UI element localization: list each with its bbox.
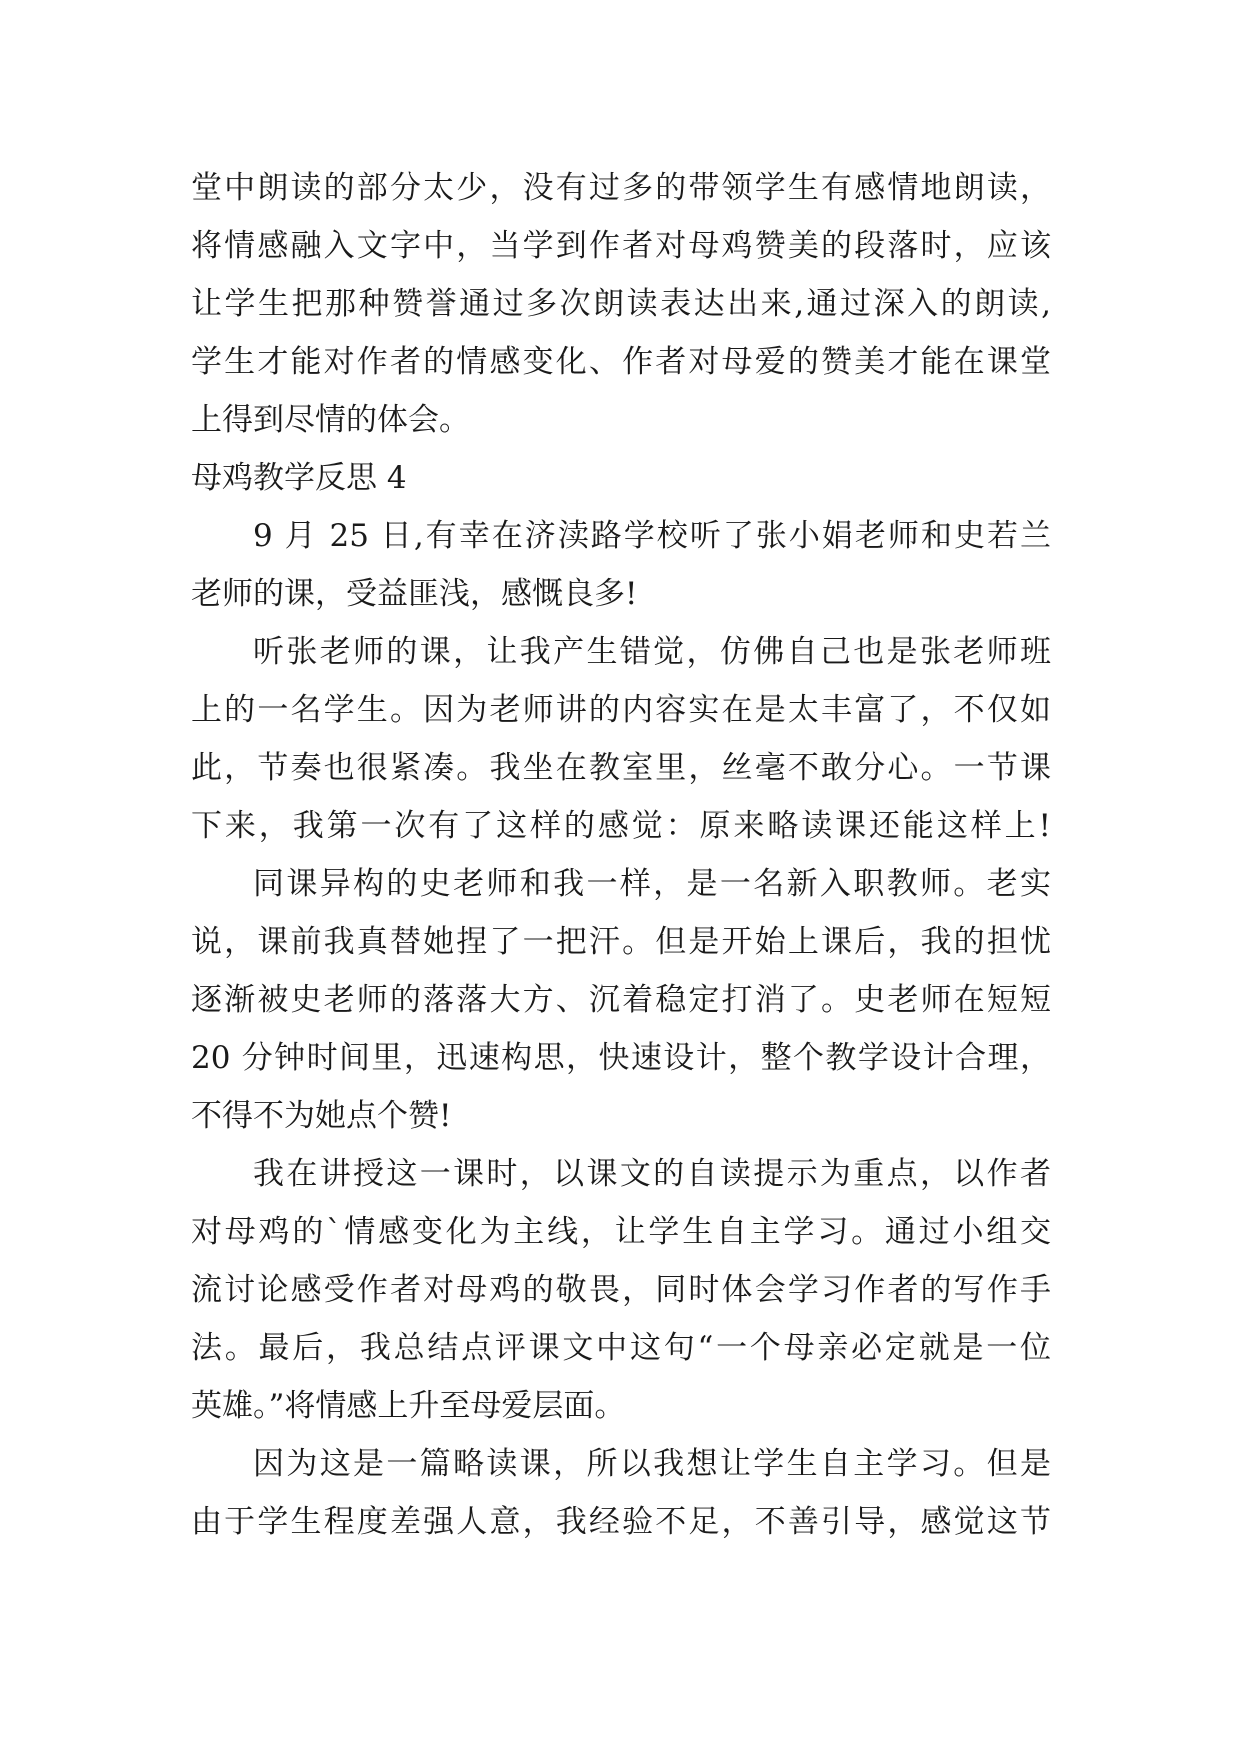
text-line: 将情感融入文字中，当学到作者对母鸡赞美的段落时，应该 [191, 228, 1051, 264]
text-line: 上得到尽情的体会。 [191, 402, 470, 438]
paragraph-first-line: 我在讲授这一课时，以课文的自读提示为重点，以作者 [253, 1156, 1051, 1192]
text-line: 让学生把那种赞誉通过多次朗读表达出来,通过深入的朗读, [191, 286, 1051, 322]
text-line: 老师的课，受益匪浅，感慨良多! [191, 576, 638, 612]
paragraph-first-line: 同课异构的史老师和我一样，是一名新入职教师。老实 [253, 866, 1051, 902]
text-line: 下来，我第一次有了这样的感觉：原来略读课还能这样上! [191, 808, 1051, 844]
text-line: 由于学生程度差强人意，我经验不足，不善引导，感觉这节 [191, 1504, 1051, 1540]
paragraph-first-line: 因为这是一篇略读课，所以我想让学生自主学习。但是 [253, 1446, 1051, 1482]
text-line: 英雄。”将情感上升至母爱层面。 [191, 1388, 626, 1424]
paragraph-first-line: 9 月 25 日,有幸在济渎路学校听了张小娟老师和史若兰 [253, 518, 1051, 554]
document-body [191, 159, 1051, 1551]
text-line: 法。最后，我总结点评课文中这句“一个母亲必定就是一位 [191, 1330, 1051, 1366]
paragraph-first-line: 听张老师的课，让我产生错觉，仿佛自己也是张老师班 [253, 634, 1051, 670]
text-line: 堂中朗读的部分太少，没有过多的带领学生有感情地朗读， [191, 170, 1051, 206]
text-line: 此，节奏也很紧凑。我坐在教室里，丝毫不敢分心。一节课 [191, 750, 1051, 786]
text-line: 学生才能对作者的情感变化、作者对母爱的赞美才能在课堂 [191, 344, 1051, 380]
text-line: 流讨论感受作者对母鸡的敬畏，同时体会学习作者的写作手 [191, 1272, 1051, 1308]
text-line: 说，课前我真替她捏了一把汗。但是开始上课后，我的担忧 [191, 924, 1051, 960]
text-line: 20 分钟时间里，迅速构思，快速设计，整个教学设计合理， [191, 1040, 1051, 1076]
text-line: 不得不为她点个赞! [191, 1098, 452, 1134]
section-heading: 母鸡教学反思 4 [191, 460, 407, 496]
text-line: 对母鸡的`情感变化为主线，让学生自主学习。通过小组交 [191, 1214, 1051, 1250]
text-line: 逐渐被史老师的落落大方、沉着稳定打消了。史老师在短短 [191, 982, 1051, 1018]
text-line: 上的一名学生。因为老师讲的内容实在是太丰富了，不仅如 [191, 692, 1051, 728]
